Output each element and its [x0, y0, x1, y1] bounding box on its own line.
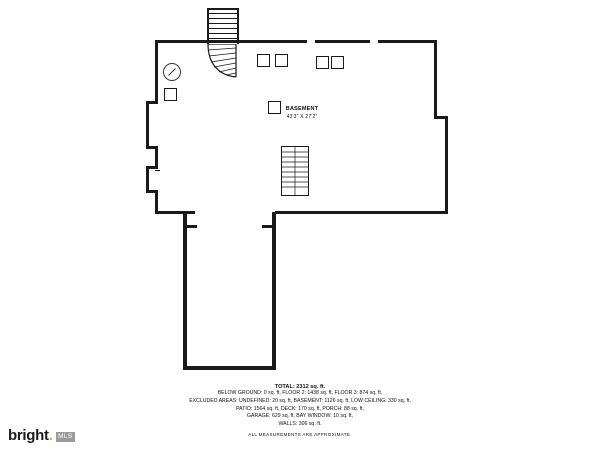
fixture-square [316, 56, 329, 69]
brand-text: bright [8, 427, 49, 444]
stair-tread [209, 28, 237, 29]
stair-tread [209, 33, 237, 34]
summary-line: PATIO: 1564 sq. ft, DECK: 170 sq. ft, PORCH: 88 sq. ft, [236, 405, 364, 412]
wall-upper-stair-right [237, 8, 239, 44]
wall-patio-left [183, 225, 187, 370]
wall-bottom-right [275, 211, 448, 214]
utility-circle-icon [163, 63, 181, 81]
brand-dot: . [48, 427, 53, 444]
wall-right-upper [434, 40, 437, 118]
center-stair [281, 146, 309, 196]
stair-tread [209, 18, 237, 19]
disclaimer: ALL MEASUREMENTS ARE APPROXIMATE. [248, 431, 352, 437]
stair-tread [209, 38, 237, 39]
fixture-square [275, 54, 288, 67]
wall-patio-bottom [183, 366, 276, 370]
wall-left-jog3-v [146, 166, 149, 192]
fixture-square [257, 54, 270, 67]
room-name: BASEMENT [285, 106, 319, 112]
wall-top-mid [315, 40, 370, 43]
wall-left-jog1-v [146, 101, 149, 148]
fixture-square [331, 56, 344, 69]
wall-patio-connector-right [272, 212, 276, 226]
wall-left-top [155, 40, 158, 103]
room-dimensions: 43'3" X 27'2" [286, 113, 318, 120]
wall-top-right [378, 40, 437, 43]
wall-patio-right [272, 225, 276, 370]
stair-tread [209, 23, 237, 24]
bright-mls-logo [8, 428, 75, 443]
summary-line: GARAGE: 629 sq. ft, BAY WINDOW: 10 sq. ft, [246, 413, 354, 420]
summary-line: BELOW GROUND: 0 sq. ft, FLOOR 2: 1438 sq. ft, FLOOR 3: 874 sq. ft. [217, 390, 383, 396]
wall-left-jog2-v [155, 146, 158, 168]
brand-name [8, 428, 53, 443]
spiral-stair [207, 44, 237, 78]
summary-line: EXCLUDED AREAS: UNDEFINED: 20 sq. ft, BASEMENT: 1126 sq. ft, LOW CEILING: 330 sq. ft, [189, 397, 411, 404]
brand-mls-badge: MLS [56, 432, 76, 442]
wall-top-left [155, 40, 307, 43]
wall-tick [155, 170, 160, 171]
room-label-basement [262, 106, 342, 121]
measurements-summary [0, 384, 600, 437]
summary-line: WALLS: 306 sq. ft. [278, 421, 322, 428]
total-sqft: TOTAL: 2312 sq. ft. [274, 384, 326, 390]
stair-tread [209, 13, 237, 14]
wall-right-outer [445, 116, 448, 214]
wall-patio-connector-left [183, 212, 187, 226]
wall-upper-stair-top [207, 8, 239, 10]
wall-bottom-left [155, 211, 195, 214]
fixture-square [164, 88, 177, 101]
